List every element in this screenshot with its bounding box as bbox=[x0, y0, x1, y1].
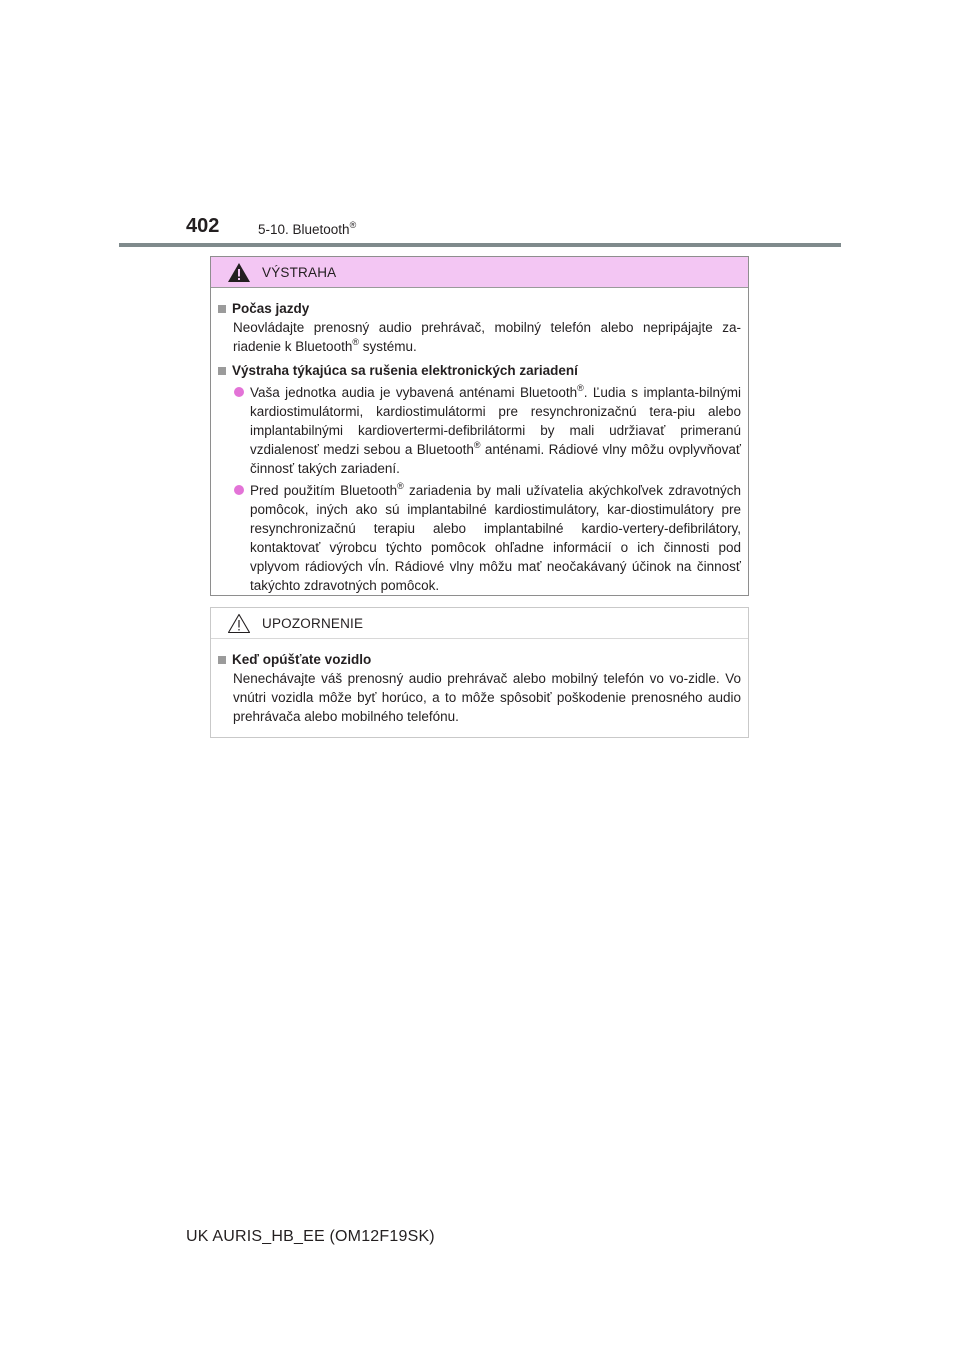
registered-mark: ® bbox=[352, 337, 359, 347]
square-marker-icon bbox=[218, 305, 226, 313]
bullet-text bbox=[250, 383, 741, 478]
page-header bbox=[0, 0, 960, 250]
caution-box-header bbox=[211, 608, 748, 639]
registered-mark: ® bbox=[349, 220, 357, 230]
bullet-text bbox=[250, 481, 741, 595]
section-heading bbox=[217, 650, 741, 669]
heading-text: Keď opúšťate vozidlo bbox=[232, 652, 372, 667]
square-marker-icon bbox=[218, 656, 226, 664]
list-item bbox=[217, 383, 741, 478]
heading-text: Počas jazdy bbox=[232, 301, 310, 316]
paragraph-text: . Ľudia s implanta-bilnými kardiostimulátormi, kardiostimulátormi pre resynchronizačnú tera-piu alebo implantabilnými kardiovertermi-defibrilátormi by mali udržiavať primeranú vzdialenosť medzi sebou a Bluetooth bbox=[250, 385, 741, 457]
square-marker-icon bbox=[218, 367, 226, 375]
caution-triangle-icon bbox=[227, 613, 251, 634]
warning-title: VÝSTRAHA bbox=[262, 264, 337, 280]
warning-box-body bbox=[211, 288, 748, 595]
caution-box-body bbox=[211, 639, 748, 726]
section-heading bbox=[217, 299, 741, 318]
paragraph bbox=[217, 318, 741, 356]
registered-mark: ® bbox=[577, 383, 584, 393]
paragraph-text: Pred použitím Bluetooth bbox=[250, 483, 398, 498]
warning-box bbox=[210, 256, 749, 596]
paragraph-text: anténami. Rádiové vlny môžu ovplyvňovať činnosť takých zariadení. bbox=[250, 442, 741, 476]
paragraph-text: Vaša jednotka audia je vybavená anténami Bluetooth bbox=[250, 385, 578, 400]
list-item bbox=[217, 481, 741, 595]
section-title bbox=[258, 221, 356, 239]
warning-triangle-icon bbox=[227, 262, 251, 283]
bullet-dot-icon bbox=[234, 387, 244, 397]
paragraph-text: systému. bbox=[358, 339, 417, 354]
paragraph: Nenechávajte váš prenosný audio prehrávač alebo mobilný telefón vo vo-zidle. Vo vnútri vozidla môže byť horúco, a to môže spôsobiť poškodenie prenosného audio prehrávača alebo mobilného telefónu. bbox=[233, 671, 741, 724]
caution-title: UPOZORNENIE bbox=[262, 615, 364, 631]
caution-box bbox=[210, 607, 749, 738]
document-code: UK AURIS_HB_EE (OM12F19SK) bbox=[186, 1228, 435, 1245]
section-title-text: 5-10. Bluetooth bbox=[258, 222, 350, 237]
paragraph-text: zariadenia by mali užívatelia akýchkoľvek zdravotných pomôcok, iných ako sú implantabilné kardiostimulátory, kar-diostimulátory pre resynchronizačnú terapiu alebo implantabilné kardio-vertery-defibrilátory, kontaktovať výrobcu týchto pomôcok ohľadne informácií o ich činnosti pod vplyvom rádiových vĺn. Rádiové vlny môžu mať neočakávaný účinok na činnosť takýchto zdravotných pomôcok. bbox=[250, 483, 742, 593]
warning-box-header bbox=[211, 257, 748, 288]
header-rule bbox=[119, 243, 841, 247]
registered-mark: ® bbox=[473, 440, 481, 450]
section-heading bbox=[217, 361, 741, 380]
page-number: 402 bbox=[186, 215, 220, 237]
bullet-dot-icon bbox=[234, 485, 244, 495]
heading-text: Výstraha týkajúca sa rušenia elektronických zariadení bbox=[232, 363, 578, 378]
paragraph-text: Neovládajte prenosný audio prehrávač, mobilný telefón alebo nepripájajte za-riadenie k Bluetooth bbox=[233, 320, 741, 354]
registered-mark: ® bbox=[397, 481, 404, 491]
